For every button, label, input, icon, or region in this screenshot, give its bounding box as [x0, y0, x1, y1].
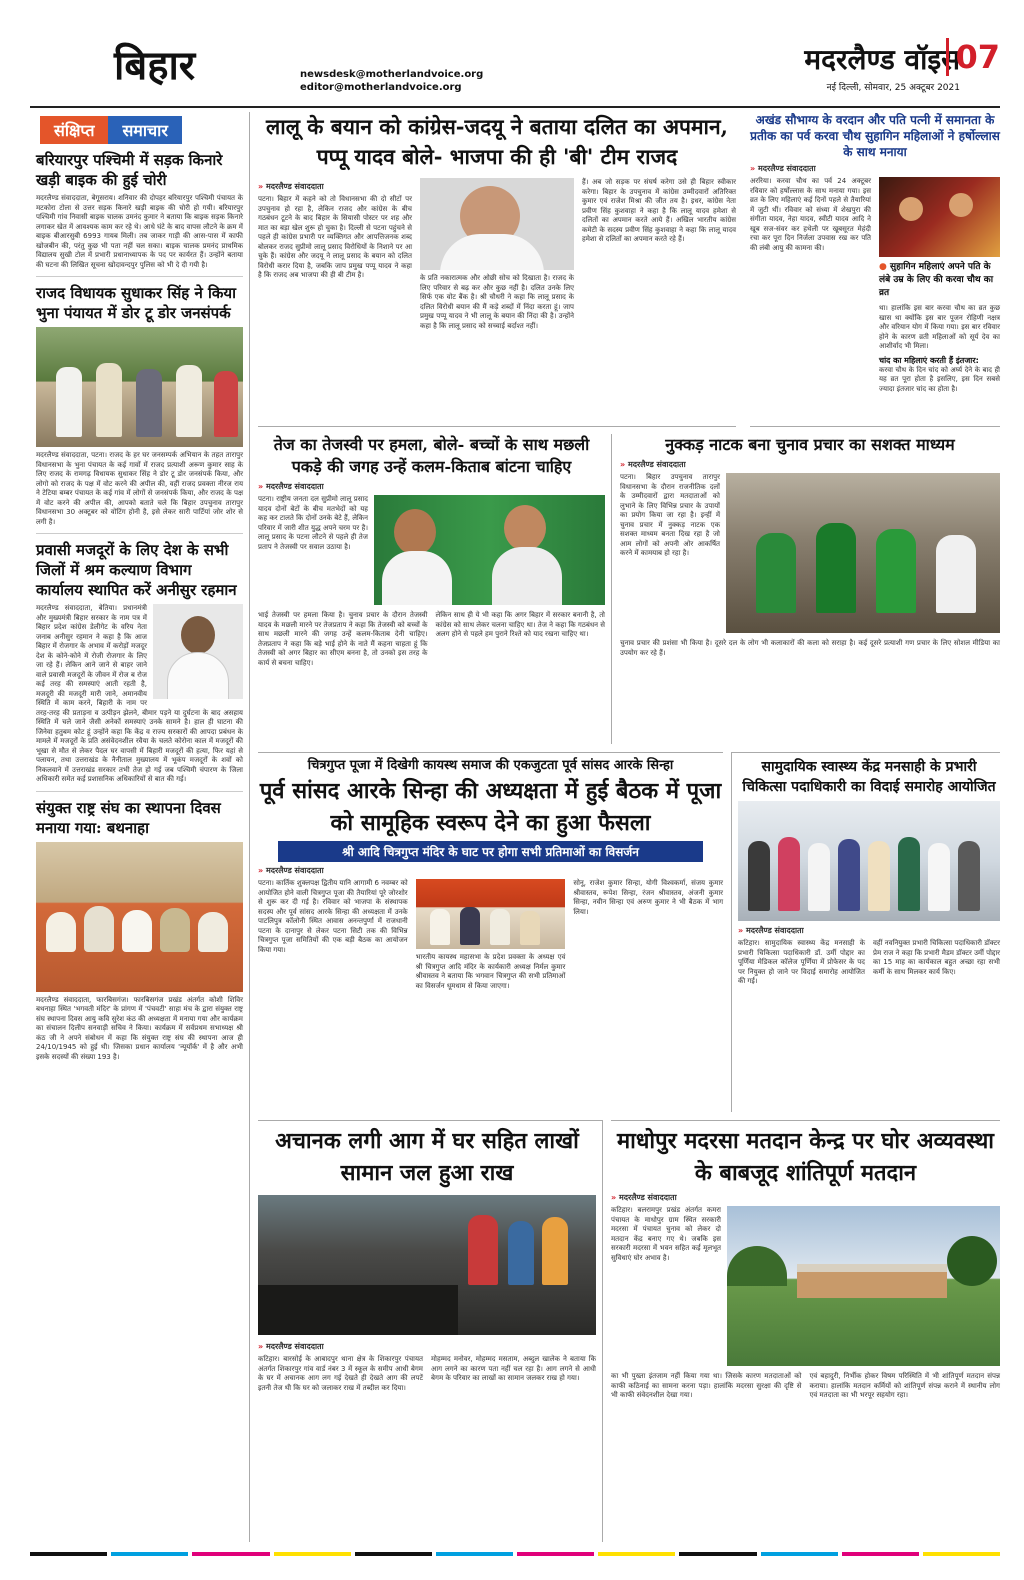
article-body: मदरलैण्ड संवाददाता, फारबिसगंज। फारबिसगंज प्रखंड अंतर्गत कोशी शिविर बथनाहा स्थित 'भगवती मंदिर' के प्रांगण में 'पंचवटी' साहा मंच के द्वारा संयुक्त राष्ट्र संघ स्थापना दिवस आयु कवि सुरेश कंठ की अध्यक्षता में मनाया गया और कार्यक्रम का संचालन दिलीप सनवाड़ी सचिव ने किया। कार्यक्रम में सर्वप्रथम सभाध्यक्ष श्री कंठ जी ने अपने संबोधन में कहा कि संयुक्त राष्ट्र संघ की स्थापना आज ही 24/10/1945 को हुई थी। जिसका प्रधान कार्यालय 'न्यूयॉर्क' में है और अभी इसके सदस्यों की संख्या 193 है।	[36, 995, 243, 1061]
madrasa-body-1: कटिहार। बलरामपुर प्रखंड अंतर्गत कमरा पंचायत के माधोपुर ग्राम स्थित सरकारी मदरसा में पंचायत चुनाव को लेकर दो मतदान केंद्र बनाए गए थे। जबकि इस सरकारी मदरसा में भवन सहित कई मूलभूत सुविधाएं घोर अभाव है।	[611, 1206, 721, 1262]
photo-polling-station	[727, 1206, 1000, 1366]
karwa-subhead: चांद का महिलाएं करती हैं इंतजार:	[879, 355, 979, 365]
lead-headline: लालू के बयान को कांग्रेस-जदयू ने बताया दलित का अपमान, पप्पू यादव बोले- भाजपा की ही 'बी' टीम राजद	[266, 114, 728, 169]
article-body: मदरलैण्ड संवाददाता, पटना। राजद के हर घर जनसम्पर्क अभियान के तहत तारापुर विधानसभा के भुना पंचायत के कई गावों में राजद प्रत्याशी अरूण कुमार साह के लिए राजद के रामगढ़ विधायक सुधाकर सिंह ने डोर टू डोर जनसंपर्क किया, और लोगो को राजद के पक्ष में वोट करने की अपील की, वहीं राजद प्रवक्ता नीरज राय ने टेटिया बम्बर पंचायत के कई गांव में लोगों से जनसंपर्क किया, और राजद के पक्ष में वोट करने की अपील की, आपको बताते चले कि बिहार उपचुनाव तारापुर विधानसभा 30 अक्टूबर को वोटिंग होनी है, इसे लेकर सारी पार्टियां जोर शोर से लगी है।	[36, 451, 243, 526]
article-body: मदरलैण्ड संवाददाता, बेतिया। प्रधानमंत्री और मुख्यमंत्री बिहार सरकार के नाम पत्र में बिहार प्रदेश कांग्रेस डेलीगेट के वरिय नेता जनाब अनीसुर रहमान ने कहा है कि आज बिहार में रोजगार के अभाव में करोड़ों मजदूर देश के कोने-कोने में रोजी रोजगार के लिए जा रहे हैं। लेकिन आने जाने से बाहर जाने वाले प्रवासी मजदूरों के जीवन में रोज ब रोज कई तरह की समस्याएं आती रहती है, मजदूरी की मजदूरी मारी जाने, अमानवीय स्थिति में काम करने, बिहारी के नाम पर तरह-तरह की प्रताड़ना व उत्पीड़न झेलने, बीमार पड़ने या दुर्घटना के बाद असहाय स्थिति में चले जाने जैसी अनेकों समस्याएं उनके सामने है। हाल ही घाटना की जिनेवा हतुबम कोट हूं उन्होंने कहा कि केंद्र व राज्य सरकारों की आपदा प्रबंधन के मामले में मजदूरों के प्रति असंवेदनशील रवैया के चलते कोरोना काल में मजदूरों की भूखा से मौत से लेकर पैदल घर वापसी में बिहारी मजदूरों की हत्या, फिर यहां से पलायन, तथा उत्तराखंड के नैनीताल मुख्यालय में भूकंप मजदूरों के शवों को निकलवाने में उत्तराखंड सरकार तभी तेज हो गई जब पश्चिमी चंपारण के जिला अधिकारी समेत कई प्रशासनिक अधिकारियों से बात की गई।	[36, 604, 243, 783]
photo-street-play	[726, 473, 1000, 633]
karwa-body-1: अररिया। करवा चौथ का पर्व 24 अक्टूबर रविवार को हर्षोल्लास के साथ मनाया गया। इस व्रत के लिए महिलाएं कई दिनों पहले से तैयारियां में जुटी थीं। रविवार को संध्या में शेखपुरा की संगीता यादव, नेहा यादव, स्वीटी यादव आदि ने खूब सज-संवर कर हथेली पर खूबसूरत मेहंदी रचा कर पूरा दिन निर्जला उपवास रख कर पति की लंबी आयु की कामना की।	[750, 177, 871, 252]
chitragupta-subline: श्री आदि चित्रगुप्त मंदिर के घाट पर होगा सभी प्रतिमाओं का विसर्जन	[278, 841, 703, 862]
tejashwi-body-2: भाई तेजस्वी पर हमला किया है। चुनाव प्रचार के दौरान तेजस्वी यादव के मछली मारने पर तेजप्रताप ने कहा कि तेजस्वी को बच्चों के साथ मछली मारने की जगह उन्हें कलम-किताब देनी चाहिए। तेजप्रताप ने कहा कि बड़े भाई होने के नाते मैं कहना चाहता हूं कि तेजस्वी को अगर बिहार का सीएम बनना है, तो उनको इस तरह के कार्य से बचना चाहिए।	[258, 611, 428, 667]
chitragupta-byline: » मदरलैण्ड संवाददाता	[258, 865, 723, 876]
madrasa-headline: माधोपुर मदरसा मतदान केन्द्र पर घोर अव्यवस्था के बाबजूद शांतिपूर्ण मतदान	[617, 1128, 994, 1186]
lead-body-3: हैं। अब जो सड़क पर संघर्ष करेगा उसे ही बिहार स्वीकार करेगा। बिहार के उपचुनाव में कांग्रेस उम्मीदवारों अतिरिक्त कुमार एवं राजेश मिश्रा की जीत तय है। इधर, कांग्रेस नेता प्रवीण सिंह कुशवाहा ने कहा है कि लालू यादव हमेशा से दलितों का अपमान करते आये हैं। अखिल भारतीय कांग्रेस कमेटी के सदस्य प्रवीण सिंह कुशवाहा ने कहा कि लालू यादव हमेशा से दलितों का अपमान करते रहे हैं।	[582, 178, 736, 243]
main-area	[258, 112, 1000, 1542]
article-lead	[258, 112, 736, 427]
article-headline: संयुक्त राष्ट्र संघ का स्थापना दिवस मनाया गया: बथनाहा	[36, 798, 221, 837]
article-nukkad-natak	[620, 434, 1000, 744]
article-headline: बरियारपुर पश्चिमी में सड़क किनारे खड़ी बाइक की हुई चोरी	[36, 151, 223, 189]
page-number: 07	[946, 38, 1000, 76]
paper-name: मदरलैण्ड वॉइस	[804, 43, 960, 76]
lead-body-1: पटना। बिहार में कहने को तो विधानसभा की दो सीटों पर उपचुनाव हो रहा है, लेकिन राजद और कांग्रेस के बीच गठबंधन टूटने के बाद बिहार के सियासी पोस्टर पर शह और मात का बड़ा खेल शुरू हो चुका है। दिल्ली से पटना पहुंचने से पहले ही कांग्रेस प्रभारी पर व्यक्तिगत और आपत्तिजनक शब्द बोलकर राजद सुप्रीमो लालू प्रसाद विरोधियों के निशाने पर आ चुके हैं। कांग्रेस और जदयू ने लालू प्रसाद के बयान को दलित विरोधी करार दिया है, जबकि जाप प्रमुख पप्पू यादव ने कहा है कि राजद अब भाजपा की ही बी टीम है।	[258, 195, 412, 279]
chitragupta-headline: पूर्व सांसद आरके सिन्हा की अध्यक्षता में हुई बैठक में पूजा को सामूहिक स्वरूप देने का हुआ फैसला	[259, 778, 722, 836]
health-headline: सामुदायिक स्वास्थ्य केंद्र मनसाही के प्रभारी चिकित्सा पदाधिकारी का विदाई समारोह आयोजित	[742, 759, 996, 795]
masthead	[30, 28, 1000, 108]
tejashwi-body-1: पटना। राष्ट्रीय जनता दल सुप्रीमो लालू प्रसाद यादव दोनों बेटों के बीच मतभेदों को यह कह कर टालते कि दोनों उनके बेटे हैं, लेकिन परिवार में जारी शीत युद्ध अपने चरम पर है। लालू प्रसाद के पटना लौटने से पहले ही तेज प्रताप ने तेजस्वी पर सवाल उठाया है।	[258, 495, 369, 551]
photo-un-day-meeting	[36, 842, 243, 992]
fire-byline: » मदरलैण्ड संवाददाता	[258, 1341, 596, 1352]
article-migrant-workers	[36, 540, 243, 792]
tejashwi-body-3: लेकिन साथ ही ये भी कहा कि अगर बिहार में सरकार बनानी है, तो कांग्रेस को साथ लेकर चलना चाहिए था। तेज ने कहा कि गठबंधन से अलग होने से पहले हम पुराने रिश्ते को याद रखना चाहिए था।	[435, 611, 605, 638]
tejashwi-byline: » मदरलैण्ड संवाददाता	[258, 481, 605, 492]
briefs-tag-right: समाचार	[108, 116, 181, 144]
date-line: नई दिल्ली, सोमवार, 25 अक्टूबर 2021	[826, 83, 960, 93]
contact-emails	[300, 68, 483, 94]
article-bike-theft	[36, 150, 243, 277]
article-chitragupta	[258, 752, 723, 1112]
health-byline: » मदरलैण्ड संवाददाता	[738, 925, 1000, 936]
chitragupta-body-1: पटना। कार्तिक शुक्लपक्ष द्वितीय यानि आगामी 6 नवम्बर को आयोजित होने वाली चित्रगुप्त पूजा की तैयारियां पूरे जोरशोर से शुरू कर दी गई है। रविवार को भाजपा के संस्थापक सदस्य और पूर्व सांसद आरके सिन्हा की अध्यक्षता में उनके पाटलिपुत्र कॉलोनी स्थित आवास अनन्तपुर्णा में राजधानी पटना के दानापुर से लेकर पटना सिटी तक की विभिन्न चित्रगुप्त पूजा समितियों की एक बड़ी बैठक का आयोजन किया गया।	[258, 879, 408, 954]
article-body: मदरलैण्ड संवाददाता, बेगूसराय। शनिवार की दोपहर बरियारपुर पश्चिमी पंचायत के मटकोरा टोला से उत्तर सड़क किनारे खड़ी बाइक की चोरी हो गयी। बरियारपुर पश्चिमी गांव निवासी बाइक चालक उमनंद कुमार ने बताया कि बाइक सड़क किनारे लगाकर खेत में आवश्यक काम कर रहे थे। आधे घंटे के बाद वापस लौटने के क्रम में बाइक बीआरसुबी 6993 गायब मिली। तब जाकर गाड़ी की आस-पास में काफी खोजबीन की, परंतु कुछ भी पता नहीं चल सका। बाइक चालक प्रमनंद प्राथमिक विद्यालय सुखी टोल में प्रभारी प्रधानाध्यापक के पद पर कार्यरत हैं। उन्होंने बताया की घटना की लिखित सूचना खोदावन्दपुर पुलिस को भी दे दी गयी है।	[36, 194, 243, 269]
photo-karwa-women	[879, 177, 1000, 257]
briefs-column	[30, 112, 250, 1542]
karwa-body-2: था। हालांकि इस बार करवा चौथ का व्रत कुछ खास था क्योंकि इस बार पूजन रोहिणी नक्षत्र और वरियान योग में किया गया। इस बार रविवार होने के कारण व्रती महिलाओं को सूर्य देव का आशीर्वाद भी मिला।	[879, 304, 1000, 350]
chitragupta-tag: चित्रगुप्त पूजा में दिखेगी कायस्थ समाज की एकजुटता पूर्व सांसद आरके सिन्हा	[307, 758, 674, 773]
chitragupta-body-2: भारतीय कायस्थ महासभा के प्रदेश प्रवक्ता के अध्यक्ष एवं श्री चित्रगुप्त आदि मंदिर के कार्यकारी अध्यक्ष निर्मल कुमार श्रीवास्तव ने बताया कि भगवान चित्रगुप्त की सभी प्रतिमाओं का विसर्जन धूमधाम से किया जाएगा।	[415, 953, 566, 990]
photo-lalu	[420, 178, 574, 270]
madrasa-body-2: का भी पुख्ता इंतजाम नहीं किया गया था। जिसके कारण मतदाताओं को काफी कठिनाई का सामना करना पड़ा। हालांकि मदरसा सुरक्षा की दृष्टि से भी काफी संवेदनशील देखा गया।	[611, 1372, 802, 1399]
email-editor[interactable]: editor@motherlandvoice.org	[300, 82, 462, 93]
section-title: बिहार	[114, 42, 196, 89]
fire-body-2: मोहम्मद मनोवर, मोहम्मद मसताम, अब्दुल खालेक ने बताया कि आग लगने का कारण पता नहीं चल रहा है। आग लगने से आधी बेगम के परिवार का लाखों का सामान जलकर राख हो गया।	[431, 1355, 596, 1382]
photo-fire-aftermath	[258, 1195, 596, 1335]
print-registration-bar	[30, 1548, 1000, 1560]
lead-body-2: के प्रति नकारात्मक और ओछी सोच को दिखाता है। राजद के लिए परिवार से बढ़ कर और कुछ नहीं है। दलित उनके लिए सिर्फ एक वोट बैंक है। श्री चौधरी ने कहा कि लालू प्रसाद के दलित विरोधी बयान की मैं कड़े शब्दों में निंदा करता हूं। जाप प्रमुख पप्पू यादव ने भी लालू के बयान की निंदा की है। उन्होंने कहा है कि लालू प्रसाद को सच्चाई बर्दाश्त नहीं।	[420, 274, 574, 330]
photo-portrait	[153, 604, 243, 699]
photo-tej-tejashwi	[374, 495, 605, 605]
email-newsdesk[interactable]: newsdesk@motherlandvoice.org	[300, 69, 484, 80]
article-fire	[258, 1120, 603, 1542]
health-body-2: वहीं नवनियुक्त प्रभारी चिकित्सा पदाधिकारी डॉक्टर प्रेम राज ने कहा कि प्रभारी मैडम डॉक्टर उर्मी पोद्दार का 15 माह का कार्यकाल बहुत अच्छा रहा सभी कर्मी के साथ मिलकर कार्य किए।	[873, 939, 1001, 976]
karwa-headline: अखंड सौभाग्य के वरदान और पति पत्नी में समानता के प्रतीक का पर्व करवा चौथ सुहागिन महिलाओं ने हर्षोल्लास के साथ मनाया	[750, 113, 1000, 159]
article-rjd-campaign	[36, 283, 243, 534]
briefs-tag	[40, 116, 249, 144]
madrasa-body-3: एवं बहादुरी, निर्भीक होकर विषम परिस्थिति में भी शांतिपूर्ण मतदान संपन्न कराया। हालांकि मतदान कर्मियों को शांतिपूर्ण संपन्न कराने में स्थानीय लोग एवं मतदाता का भी भरपूर सहयोग रहा।	[809, 1372, 1000, 1399]
article-health-farewell	[731, 752, 1000, 1112]
karwa-caption: ● सुहागिन महिलाएं अपने पति के लंबे उम्र के लिए की करवा चौथ का व्रत	[879, 261, 1000, 300]
nukkad-body-2: चुनाव प्रचार की प्रशंसा भी किया है। दूसरे दल के लोग भी कलाकारों की कला को सराहा है। कई दूसरे प्रत्याशी गण प्रचार के लिए सोशल मीडिया का उपयोग कर रहे हैं।	[620, 639, 1000, 657]
article-headline: राजद विधायक सुधाकर सिंह ने किया भुना पंयायत में डोर टू डोर जनसंपर्क	[36, 284, 236, 322]
photo-meeting	[416, 879, 566, 949]
chitragupta-body-3: सोनू, राजेश कुमार सिन्हा, योगी विश्वकर्मा, संजय कुमार श्रीवास्तव, रूपेश सिन्हा, रंजन श्रीवास्तव, अंजनी कुमार सिन्हा, नवीन सिन्हा एवं अरुण कुमार ने भी बैठक में भाग लिया।	[573, 879, 724, 916]
photo-campaign	[36, 327, 243, 447]
article-madrasa-voting	[611, 1120, 1000, 1542]
article-headline: प्रवासी मजदूरों के लिए देश के सभी जिलों में श्रम कल्याण विभाग कार्यालय स्थापित करें अनीसुर रहमान	[36, 541, 237, 599]
lead-byline: » मदरलैण्ड संवाददाता	[258, 181, 412, 192]
article-un-day	[36, 798, 243, 1069]
photo-farewell-group	[738, 801, 1000, 921]
nukkad-headline: नुक्कड़ नाटक बना चुनाव प्रचार का सशक्त माध्यम	[665, 435, 955, 454]
fire-headline: अचानक लगी आग में घर सहित लाखों सामान जल हुआ राख	[275, 1128, 579, 1186]
health-body-1: कटिहार। सामुदायिक स्वास्थ्य केंद्र मनसाही के प्रभारी चिकित्सा पदाधिकारी डॉ. उर्मी पोद्दार का पूर्णिया मेडिकल कॉलेज पूर्णिया में प्रोफेसर के पद पर नियुक्त हो जाने पर विदाई समारोह आयोजित की गई।	[738, 939, 865, 985]
article-tejashwi	[258, 434, 612, 744]
briefs-tag-left: संक्षिप्त	[40, 116, 108, 144]
karwa-body-3: करवा चौथ के दिन चांद को अर्घ्य देने के बाद ही यह व्रत पूरा होता है इसलिए, इस दिन सबसे ज्यादा इंतजार चांद का होता है।	[879, 365, 1000, 393]
madrasa-byline: » मदरलैण्ड संवाददाता	[611, 1192, 1000, 1203]
karwa-byline: » मदरलैण्ड संवाददाता	[750, 163, 1000, 174]
tejashwi-headline: तेज का तेजस्वी पर हमला, बोले- बच्चों के साथ मछली पकड़े की जगह उन्हें कलम-किताब बांटना चाहिए	[273, 435, 590, 476]
nukkad-body-1: पटना। बिहार उपचुनाव तारापुर विधानसभा के दौरान राजनीतिक दलों के उम्मीदवारों द्वारा मतदाताओं को लुभाने के लिए विभिन्न प्रचार के उपायों का प्रयोग किया जा रहा है। इन्हीं में चुनाव प्रचार में नुक्कड़ नाटक एक सशक्त माध्यम बनता दिख रहा है जो आम लोगों को अपनी ओर आकर्षित करने में कामयाब हो रहा है।	[620, 473, 720, 557]
article-karwa-chauth	[750, 112, 1000, 427]
fire-body-1: कटिहार। बारसोई के आबादपुर थाना क्षेत्र के शिकारपुर पंचायत अंतर्गत शिकारपुर गांव वार्ड नंबर 3 में स्कूल के समीप आधी बेगम के घर में अचानक आग लग गई देखते ही देखते आग की लपटें इतनी तेज थी कि घर को जलाकर राख में तब्दील कर दिया।	[258, 1355, 423, 1392]
nukkad-byline: » मदरलैण्ड संवाददाता	[620, 459, 1000, 470]
